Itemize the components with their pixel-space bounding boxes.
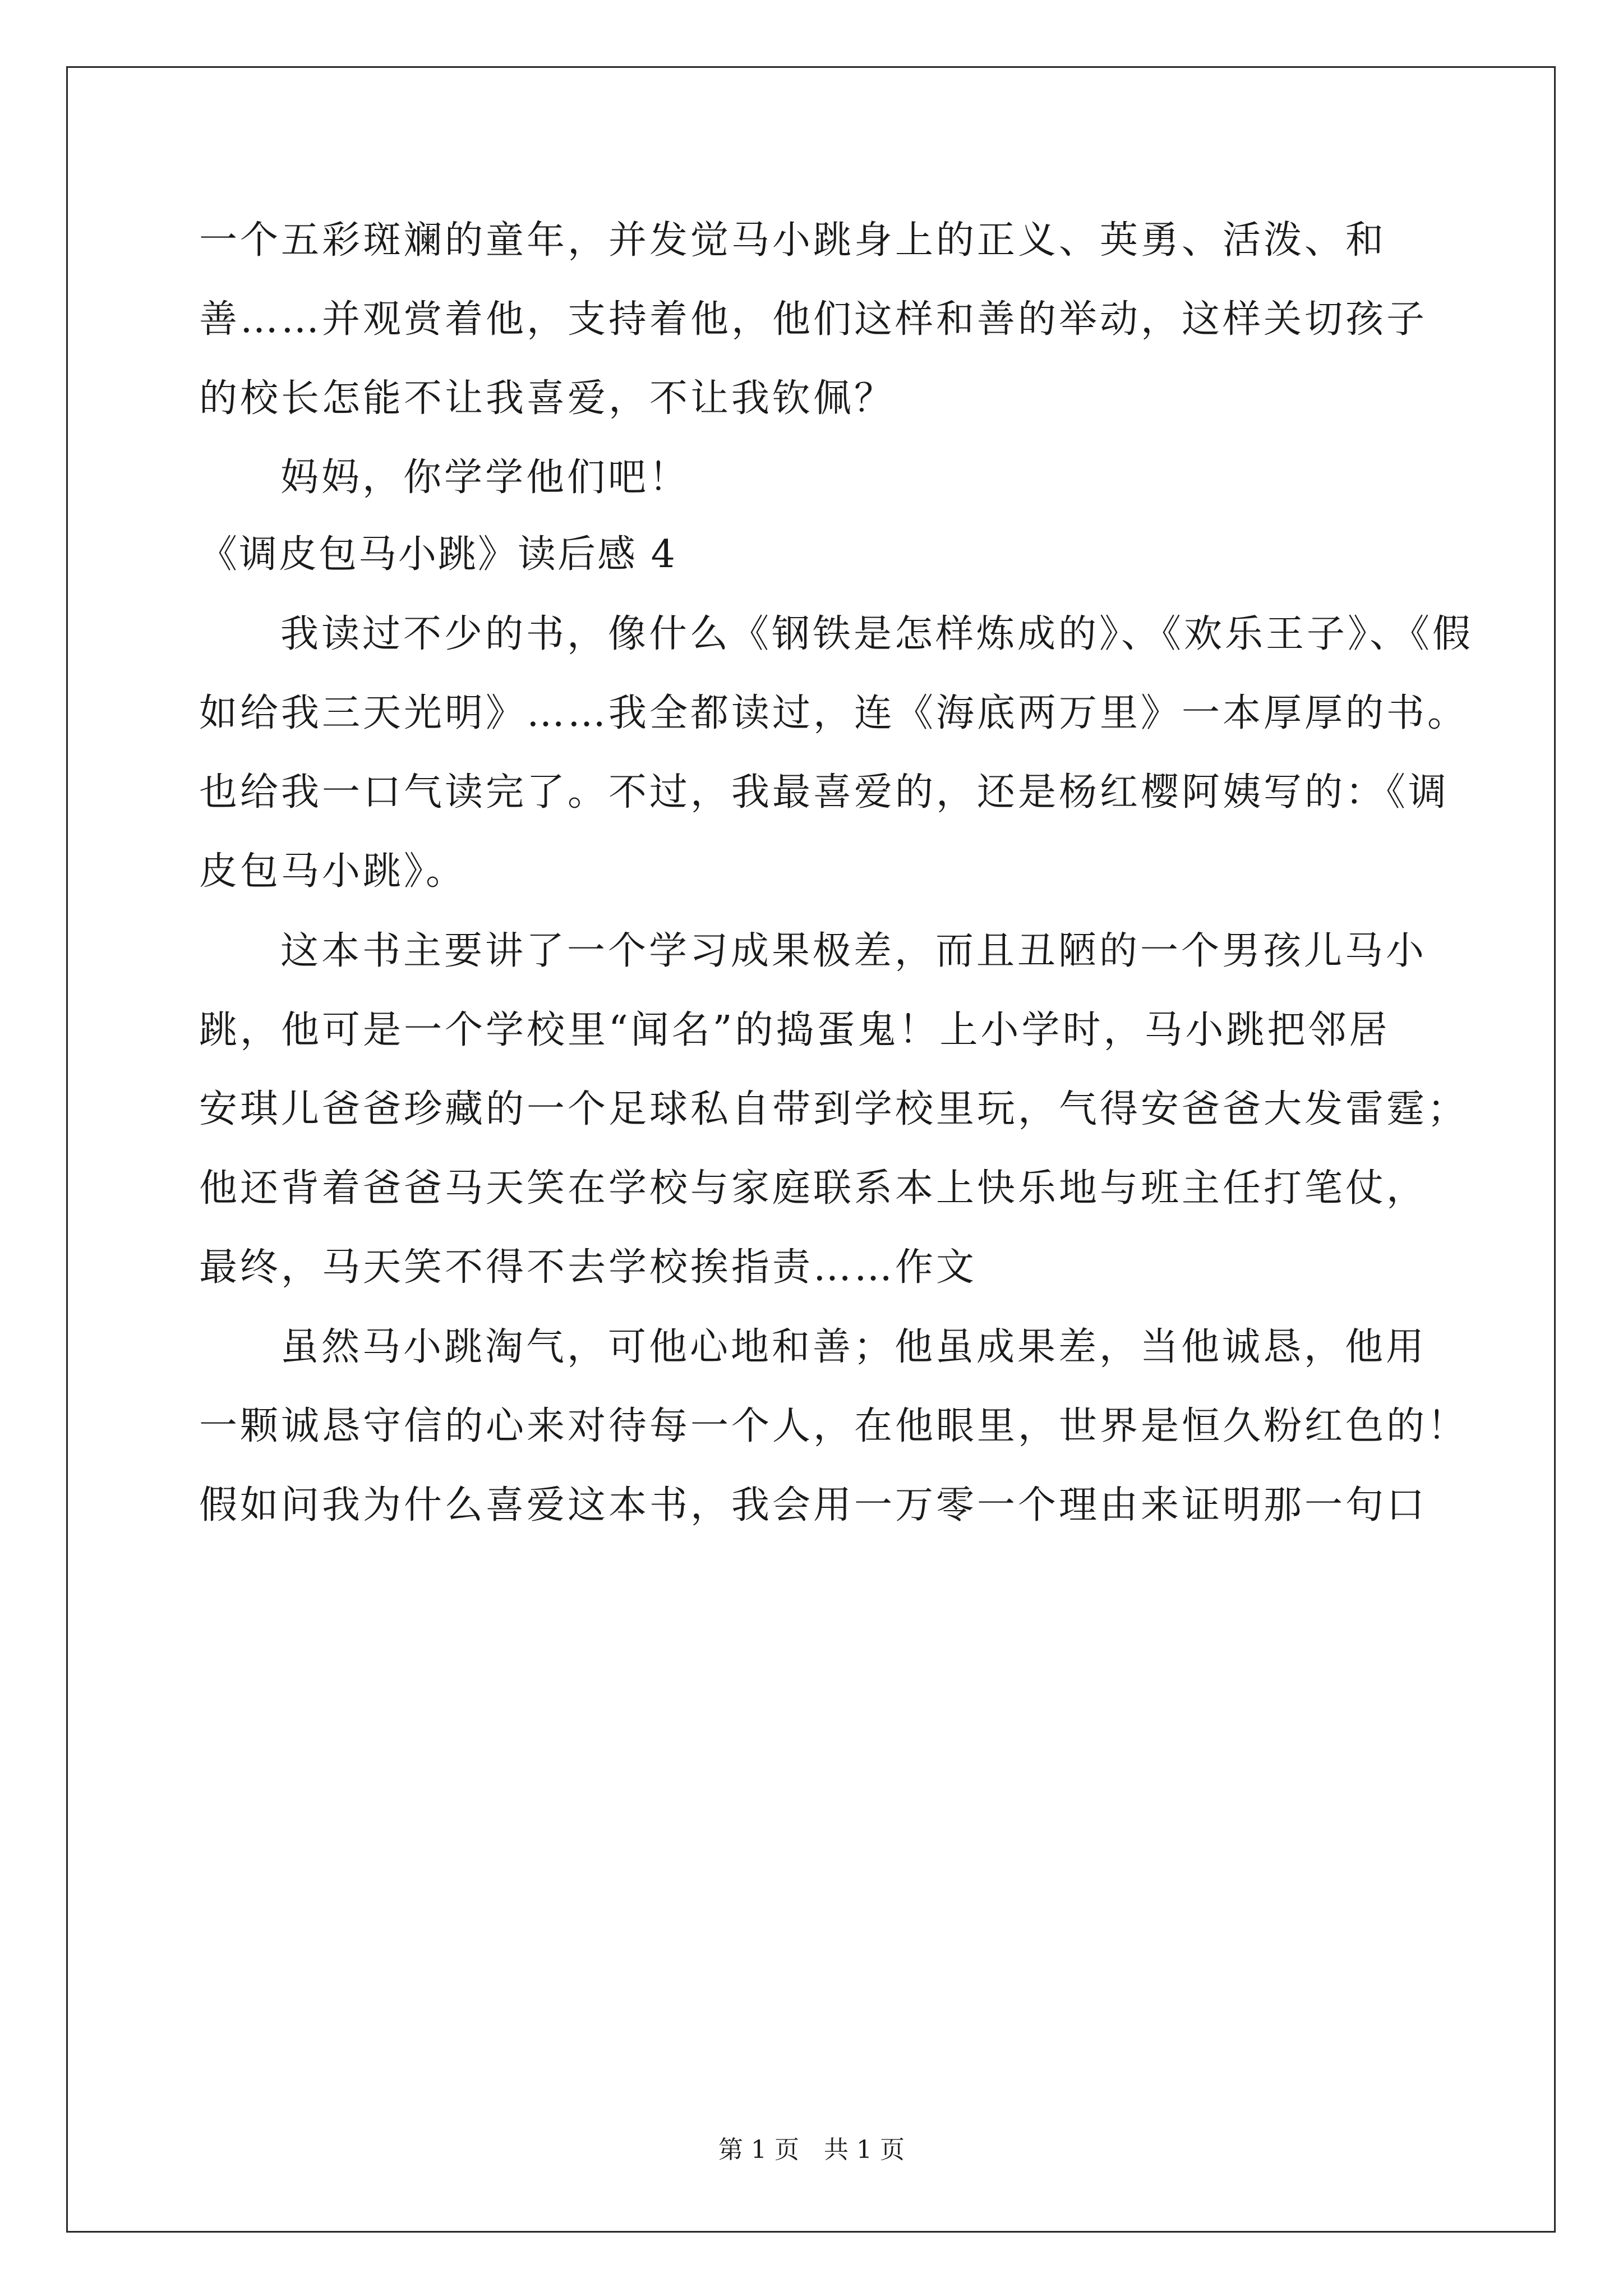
- text-line: 他还背着爸爸马天笑在学校与家庭联系本上快乐地与班主任打笔仗，: [199, 1166, 1428, 1211]
- text-line: 我读过不少的书，像什么《钢铁是怎样炼成的》、《欢乐王子》、《假: [280, 612, 1474, 656]
- text-line: 跳，他可是一个学校里“闻名”的捣蛋鬼！上小学时，马小跳把邻居: [199, 1008, 1390, 1052]
- text-line: 一颗诚恳守信的心来对待每一个人，在他眼里，世界是恒久粉红色的！: [199, 1404, 1469, 1448]
- text-line: 皮包马小跳》。: [199, 849, 467, 894]
- text-line: 最终，马天笑不得不去学校挨指责……作文: [199, 1245, 978, 1290]
- section-title: 《调皮包马小跳》读后感 4: [199, 532, 677, 577]
- text-line: 这本书主要讲了一个学习成果极差，而且丑陋的一个男孩儿马小: [280, 929, 1427, 973]
- text-line: 一个五彩斑斓的童年，并发觉马小跳身上的正义、英勇、活泼、和: [199, 218, 1387, 263]
- text-line: 虽然马小跳淘气，可他心地和善；他虽成果差，当他诚恳，他用: [280, 1325, 1427, 1369]
- text-line: 善……并观赏着他，支持着他，他们这样和善的举动，这样关切孩子: [199, 297, 1428, 342]
- text-line: 假如问我为什么喜爱这本书，我会用一万零一个理由来证明那一句口: [199, 1483, 1428, 1527]
- page-number-footer: 第 1 页 共 1 页: [718, 2136, 905, 2164]
- text-line: 妈妈，你学学他们吧！: [280, 455, 690, 500]
- text-line: 也给我一口气读完了。不过，我最喜爱的，还是杨红樱阿姨写的：《调: [199, 770, 1450, 815]
- text-line: 如给我三天光明》……我全都读过，连《海底两万里》一本厚厚的书。: [199, 691, 1469, 735]
- text-line: 安琪儿爸爸珍藏的一个足球私自带到学校里玩，气得安爸爸大发雷霆；: [199, 1087, 1469, 1131]
- text-line: 的校长怎能不让我喜爱，不让我钦佩？: [199, 376, 896, 421]
